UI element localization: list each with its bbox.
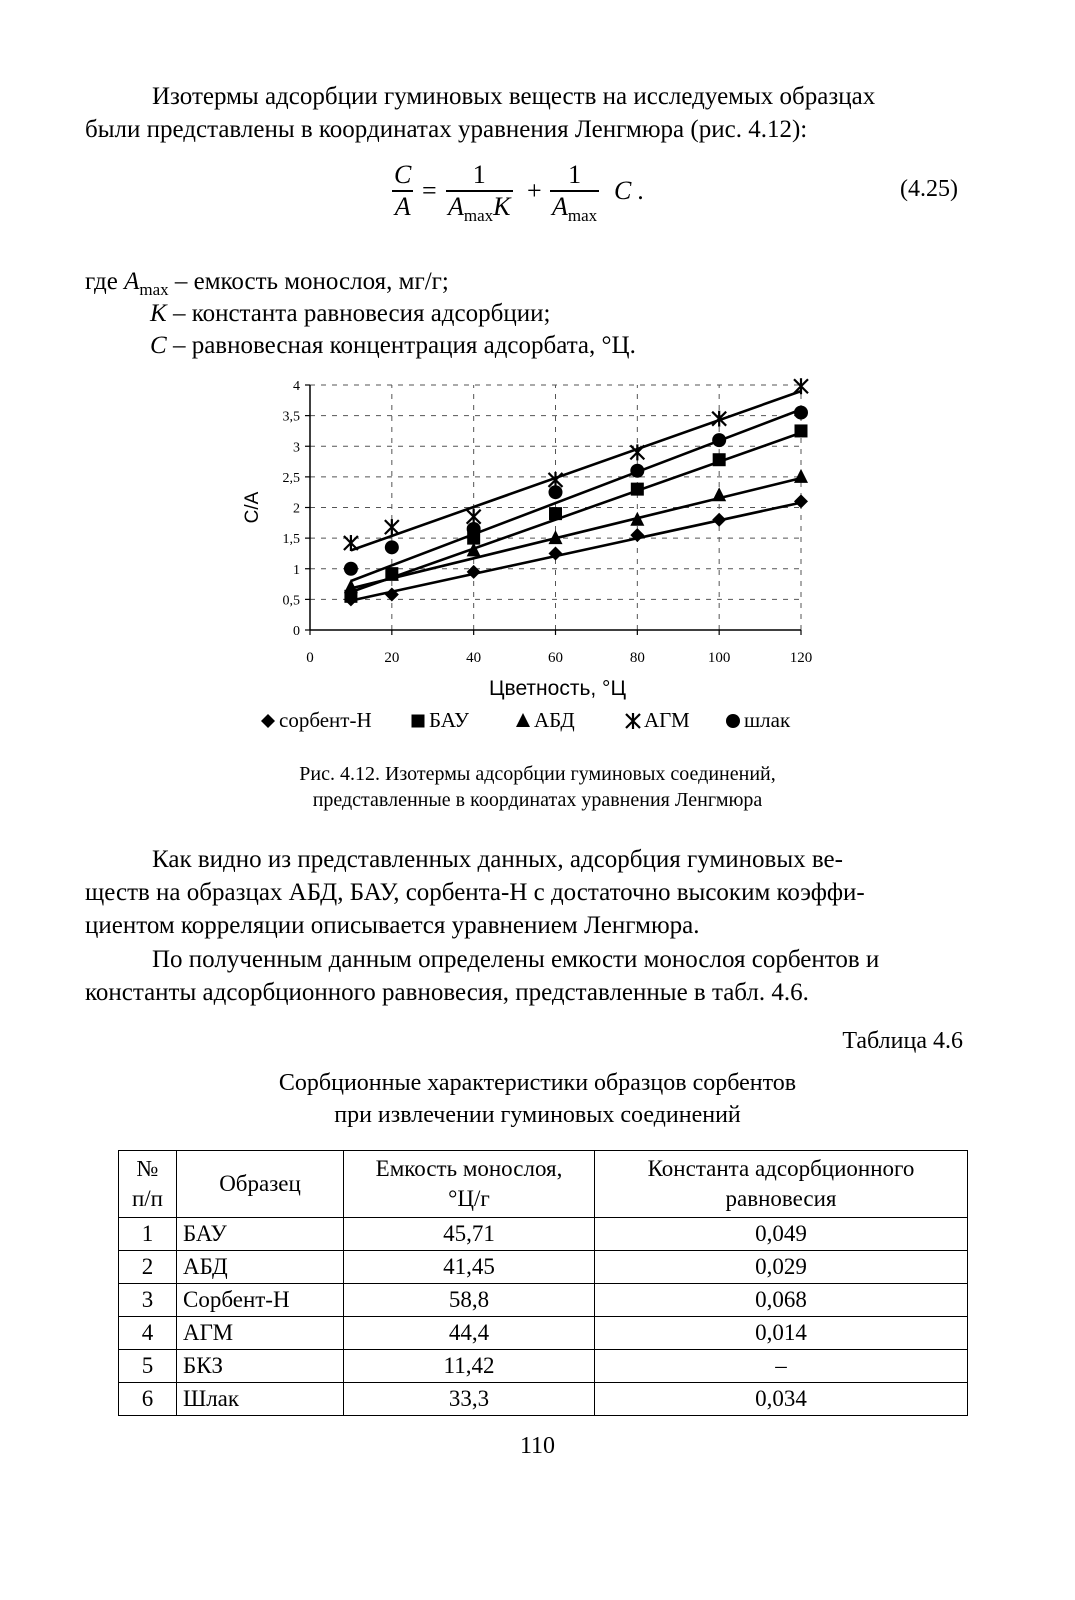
y-tick-label: 0,5	[282, 593, 300, 609]
equation-term-1	[446, 160, 513, 226]
legend-label-5: шлак	[744, 708, 791, 732]
table-header-row	[119, 1151, 968, 1218]
table-row	[119, 1251, 968, 1284]
y-tick-label: 1,5	[282, 532, 300, 548]
series-3-data-point	[794, 469, 808, 483]
legend-marker-2	[412, 715, 425, 728]
cell-capacity: 41,45	[344, 1251, 595, 1284]
t2-den-main: A	[552, 192, 568, 221]
body-p2-line-1: По полученным данным определены емкости монослоя сорбентов и	[152, 946, 880, 973]
header-constant-line-1: Константа адсорбционного	[647, 1156, 915, 1181]
legend-marker-5	[726, 714, 740, 728]
x-tick-label: 120	[789, 650, 813, 666]
series-5-data-point	[712, 433, 726, 447]
legend-label-4: АГМ	[644, 708, 690, 732]
table-title-line-1: Сорбционные характеристики образцов сорбентов	[278, 1070, 797, 1096]
header-num-line-2: п/п	[131, 1186, 163, 1211]
table-row	[119, 1317, 968, 1350]
def-amax-sub: max	[139, 280, 169, 299]
where-word: где	[85, 268, 118, 295]
series-4-data-point	[385, 519, 399, 535]
x-tick-label: 20	[384, 650, 400, 666]
t2-den-sub: max	[567, 206, 598, 225]
header-num	[119, 1151, 177, 1218]
intro-line-2: были представлены в координатах уравнения Ленгмюра (рис. 4.12):	[85, 116, 808, 143]
header-capacity	[344, 1151, 595, 1218]
def-amax-text: – емкость монослоя, мг/г;	[168, 268, 449, 295]
series-5-data-point	[344, 562, 358, 576]
y-tick-label: 3,5	[282, 409, 300, 425]
cell-capacity: 11,42	[344, 1350, 595, 1383]
equation-lhs-num: C	[394, 160, 412, 189]
definition-k	[150, 298, 550, 330]
header-capacity-line-2: °Ц/г	[448, 1186, 490, 1211]
equation-term-2	[550, 160, 599, 226]
cell-constant: 0,049	[595, 1218, 968, 1251]
equation-term-1-den	[446, 190, 513, 226]
series-3-data-point	[712, 487, 726, 501]
series-5-data-point	[794, 406, 808, 420]
y-tick-label: 2	[293, 501, 300, 517]
header-sample: Образец	[177, 1151, 344, 1218]
series-1-data-point	[794, 494, 808, 508]
cell-constant: 0,029	[595, 1251, 968, 1284]
y-tick-label: 2,5	[282, 470, 300, 486]
series-4-fit-line	[351, 391, 801, 550]
def-c-text: – равновесная концентрация адсорбата, °Ц.	[166, 332, 636, 359]
table-number: Таблица 4.6	[842, 1028, 963, 1054]
series-1-data-point	[467, 565, 481, 579]
t1-den-main: A	[448, 192, 464, 221]
header-constant-line-2: равновесия	[725, 1186, 837, 1211]
equation-lhs-den: A	[392, 190, 413, 222]
equation-term-2-den	[550, 190, 599, 226]
series-2-fit-line	[351, 433, 801, 592]
series-4-data-point	[794, 378, 808, 394]
equation-term-2-num: 1	[568, 160, 582, 189]
equation-tail: C .	[614, 176, 645, 205]
x-tick-label: 0	[306, 650, 314, 666]
legend-label-1: сорбент-Н	[279, 708, 372, 732]
cell-num: 1	[119, 1218, 177, 1251]
body-p1-line-2: ществ на образцах АБД, БАУ, сорбента-Н с достаточно высоким коэффи-	[85, 879, 865, 906]
def-amax-symbol: A	[124, 268, 140, 295]
cell-capacity: 44,4	[344, 1317, 595, 1350]
series-5-data-point	[630, 464, 644, 478]
series-2-data-point	[713, 453, 726, 466]
figure-caption-line-2: представленные в координатах уравнения Ленгмюра	[312, 789, 763, 811]
equation-term-1-num: 1	[472, 160, 486, 189]
cell-capacity: 45,71	[344, 1218, 595, 1251]
cell-num: 5	[119, 1350, 177, 1383]
series-1-data-point	[712, 513, 726, 527]
cell-constant: 0,014	[595, 1317, 968, 1350]
cell-sample: БАУ	[177, 1218, 344, 1251]
legend-marker-1	[261, 714, 275, 728]
cell-sample: Сорбент-Н	[177, 1284, 344, 1317]
x-axis-title: Цветность, °Ц	[489, 677, 626, 700]
equation-number: (4.25)	[900, 176, 958, 202]
def-c-symbol: C	[150, 332, 167, 359]
cell-num: 4	[119, 1317, 177, 1350]
legend-label-2: БАУ	[429, 708, 469, 732]
cell-constant: –	[595, 1350, 968, 1383]
legend-marker-3	[516, 713, 530, 727]
cell-capacity: 58,8	[344, 1284, 595, 1317]
table-row	[119, 1284, 968, 1317]
table-row	[119, 1350, 968, 1383]
intro-line-1: Изотермы адсорбции гуминовых веществ на исследуемых образцах	[152, 83, 876, 110]
langmuir-isotherm-chart	[228, 375, 828, 750]
table-row	[119, 1218, 968, 1251]
series-5-data-point	[385, 540, 399, 554]
header-capacity-line-1: Емкость монослоя,	[375, 1156, 563, 1181]
series-1-fit-line	[351, 503, 801, 601]
series-5-data-point	[467, 522, 481, 536]
x-tick-label: 100	[707, 650, 731, 666]
def-k-symbol: K	[150, 300, 167, 327]
cell-constant: 0,068	[595, 1284, 968, 1317]
t1-den-tail: K	[493, 192, 511, 221]
legend-label-3: АБД	[534, 708, 575, 732]
series-2-data-point	[795, 424, 808, 437]
series-5-data-point	[549, 485, 563, 499]
equation-lhs	[392, 160, 413, 222]
cell-num: 3	[119, 1284, 177, 1317]
table-title	[0, 1067, 1075, 1131]
figure-caption-line-1: Рис. 4.12. Изотермы адсорбции гуминовых соединений,	[299, 763, 776, 785]
y-axis-title: C/A	[242, 491, 263, 524]
cell-num: 6	[119, 1383, 177, 1416]
x-tick-label: 40	[466, 650, 482, 666]
body-p2-line-2: константы адсорбционного равновесия, представленные в табл. 4.6.	[85, 979, 809, 1006]
equation-equals: =	[422, 176, 437, 205]
chart-legend	[261, 708, 791, 732]
cell-sample: АГМ	[177, 1317, 344, 1350]
equation-plus: +	[527, 176, 542, 205]
series-2-data-point	[631, 483, 644, 496]
def-k-text: – константа равновесия адсорбции;	[166, 300, 551, 327]
cell-constant: 0,034	[595, 1383, 968, 1416]
y-tick-label: 1	[293, 562, 300, 578]
cell-capacity: 33,3	[344, 1383, 595, 1416]
x-tick-label: 60	[548, 650, 563, 666]
cell-sample: Шлак	[177, 1383, 344, 1416]
series-4-data-point	[630, 444, 644, 460]
cell-sample: БКЗ	[177, 1350, 344, 1383]
y-tick-label: 3	[293, 440, 300, 456]
header-constant	[595, 1151, 968, 1218]
page-number: 110	[519, 1433, 556, 1459]
x-tick-label: 80	[629, 650, 645, 666]
body-p1-line-1: Как видно из представленных данных, адсорбция гуминовых ве-	[152, 846, 843, 873]
table-row	[119, 1383, 968, 1416]
sorption-table	[118, 1150, 968, 1416]
labels-layer	[242, 379, 812, 732]
series-2-data-point	[549, 507, 562, 520]
header-num-line-1: №	[136, 1156, 159, 1181]
series-4-data-point	[344, 535, 358, 551]
y-tick-label: 0	[293, 624, 300, 639]
t1-den-sub: max	[463, 206, 494, 225]
cell-sample: АБД	[177, 1251, 344, 1284]
definition-c	[150, 330, 636, 362]
table-title-line-2: при извлечении гуминовых соединений	[334, 1102, 741, 1128]
cell-num: 2	[119, 1251, 177, 1284]
body-p1-line-3: циентом корреляции описывается уравнением Ленгмюра.	[85, 912, 700, 939]
legend-marker-4	[626, 713, 640, 729]
y-tick-label: 4	[293, 379, 300, 394]
